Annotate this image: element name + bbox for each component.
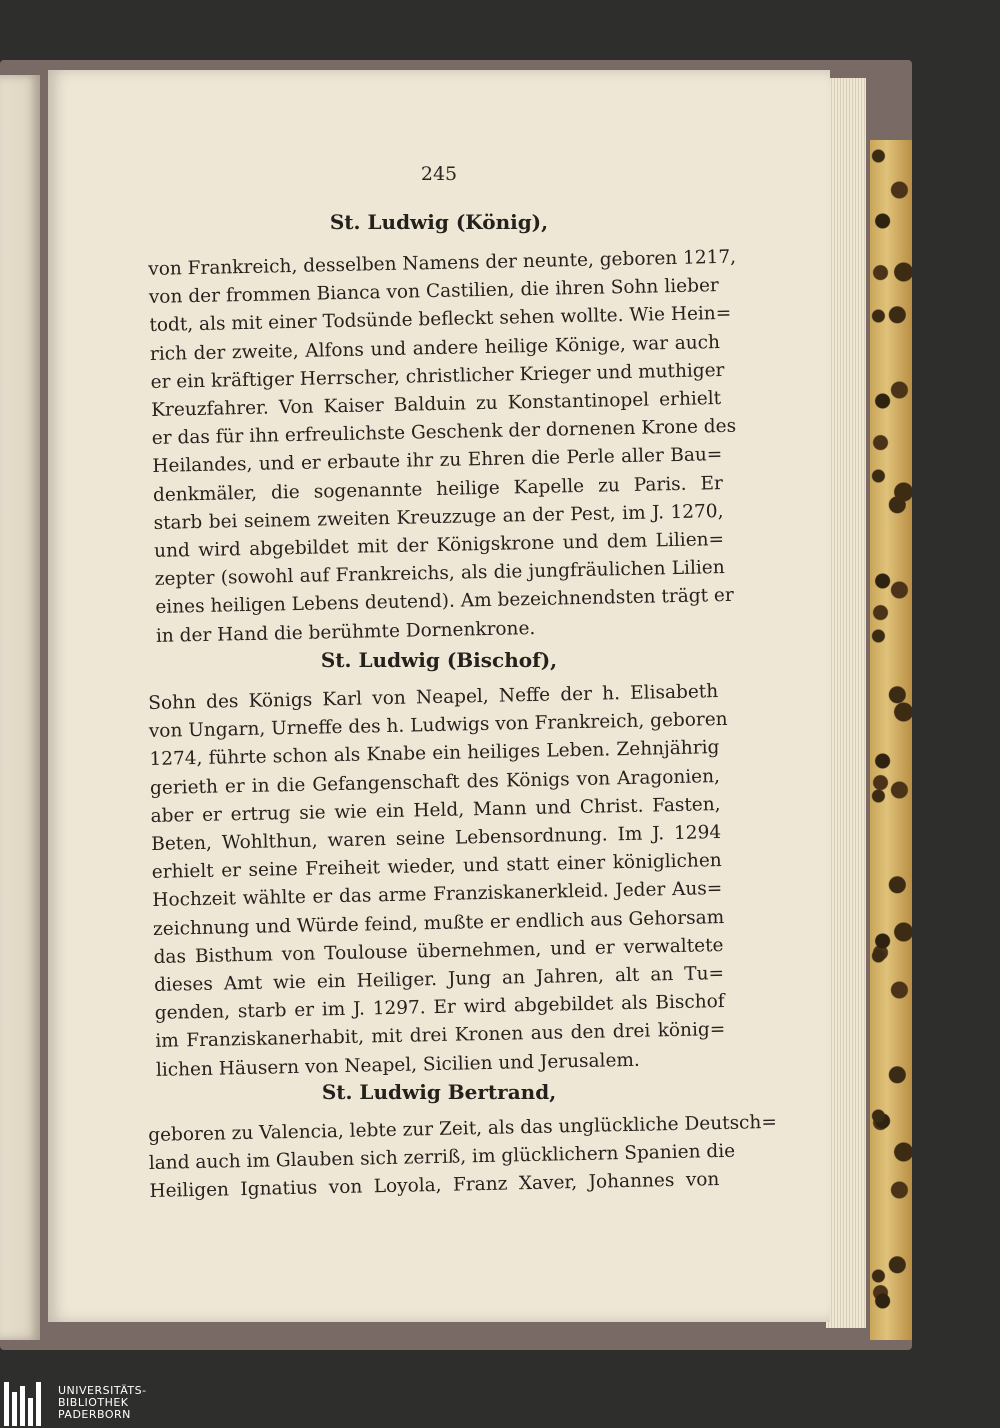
text-line: starb bei seinem zweiten Kreuzzuge an der Pest, im J. 1270, xyxy=(153,500,724,534)
text-line: das Bisthum von Toulouse übernehmen, und er verwaltete xyxy=(153,934,724,968)
text-line: im Franziskanerhabit, mit drei Kronen aus den drei könig= xyxy=(155,1019,726,1053)
text-line: und wird abgebildet mit der Königskrone und dem Lilien= xyxy=(153,529,725,562)
library-name-line: PADERBORN xyxy=(58,1408,131,1421)
section-text-ludwig-koenig xyxy=(148,244,737,651)
text-line: todt, als mit einer Todsünde befleckt sehen wollte. Wie Hein= xyxy=(149,303,732,337)
text-line: Beten, Wohlthun, waren seine Lebensordnung. Im J. 1294 xyxy=(151,822,722,855)
text-line: eines heiligen Lebens deutend). Am bezeichnendsten trägt er xyxy=(155,585,734,619)
text-line: von Ungarn, Urneffe des h. Ludwigs von Frankreich, geboren xyxy=(148,709,728,743)
library-name xyxy=(58,1385,147,1421)
text-line: lichen Häusern von Neapel, Sicilien und Jerusalem. xyxy=(155,1049,641,1081)
library-logo xyxy=(0,1378,147,1428)
section-text-ludwig-bertrand xyxy=(148,1110,778,1207)
text-line: zeichnung und Würde feind, mußte er endlich aus Gehorsam xyxy=(152,906,725,940)
section-heading-ludwig-bertrand: St. Ludwig Bertrand, xyxy=(321,1080,557,1104)
library-mark-icon xyxy=(4,1380,50,1426)
text-line: Sohn des Königs Karl von Neapel, Neffe der h. Elisabeth xyxy=(148,681,719,714)
page-stack xyxy=(826,78,866,1328)
text-line: genden, starb er im J. 1297. Er wird abgebildet als Bischof xyxy=(154,991,725,1025)
marbled-edge xyxy=(870,140,912,1340)
library-name-line: UNIVERSITÄTS- xyxy=(58,1384,147,1397)
text-line: denkmäler, die sogenannte heilige Kapelle zu Paris. Er xyxy=(152,472,724,506)
text-line: rich der zweite, Alfons und andere heilige Könige, war auch xyxy=(149,331,721,365)
text-line: er das für ihn erfreulichste Geschenk der dornenen Krone des xyxy=(151,415,737,450)
text-line: von Frankreich, desselben Namens der neunte, geboren 1217, xyxy=(148,246,737,280)
library-name-line: BIBLIOTHEK xyxy=(58,1396,129,1409)
text-line: land auch im Glauben sich zerriß, im glücklichern Spanien die xyxy=(148,1140,736,1175)
text-line: zepter (sowohl auf Frankreichs, als die jungfräulichen Lilien xyxy=(154,557,725,591)
previous-page-edge xyxy=(0,75,40,1340)
text-line: Heiligen Ignatius von Loyola, Franz Xaver, Johannes von xyxy=(149,1169,720,1203)
text-line: erhielt er seine Freiheit wieder, und statt einer königlichen xyxy=(151,850,722,884)
text-line: in der Hand die berühmte Dornenkrone. xyxy=(155,617,536,647)
text-line: geboren zu Valencia, lebte zur Zeit, als das unglückliche Deutsch= xyxy=(148,1111,778,1146)
text-line: dieses Amt wie ein Heiliger. Jung an Jahren, alt an Tu= xyxy=(153,963,725,996)
text-line: Hochzeit wählte er das arme Franziskanerkleid. Jeder Aus= xyxy=(152,878,723,912)
text-line: aber er ertrug sie wie ein Held, Mann und Christ. Fasten, xyxy=(150,793,721,827)
section-heading-ludwig-koenig: St. Ludwig (König), xyxy=(329,210,549,234)
text-line: 1274, führte schon als Knabe ein heiliges Leben. Zehnjährig xyxy=(149,737,720,771)
text-line: er ein kräftiger Herrscher, christlicher Krieger und muthiger xyxy=(150,359,725,393)
page-number: 245 xyxy=(420,163,458,185)
text-line: Kreuzfahrer. Von Kaiser Balduin zu Konstantinopel erhielt xyxy=(151,388,722,421)
book-page xyxy=(48,70,830,1322)
section-heading-ludwig-bischof: St. Ludwig (Bischof), xyxy=(320,648,558,672)
section-text-ludwig-bischof xyxy=(148,678,726,1085)
text-line: Heilandes, und er erbaute ihr zu Ehren die Perle aller Bau= xyxy=(152,444,723,478)
text-line: gerieth er in die Gefangenschaft des Königs von Aragonien, xyxy=(149,765,721,799)
text-line: von der frommen Bianca von Castilien, die ihren Sohn lieber xyxy=(148,275,719,309)
